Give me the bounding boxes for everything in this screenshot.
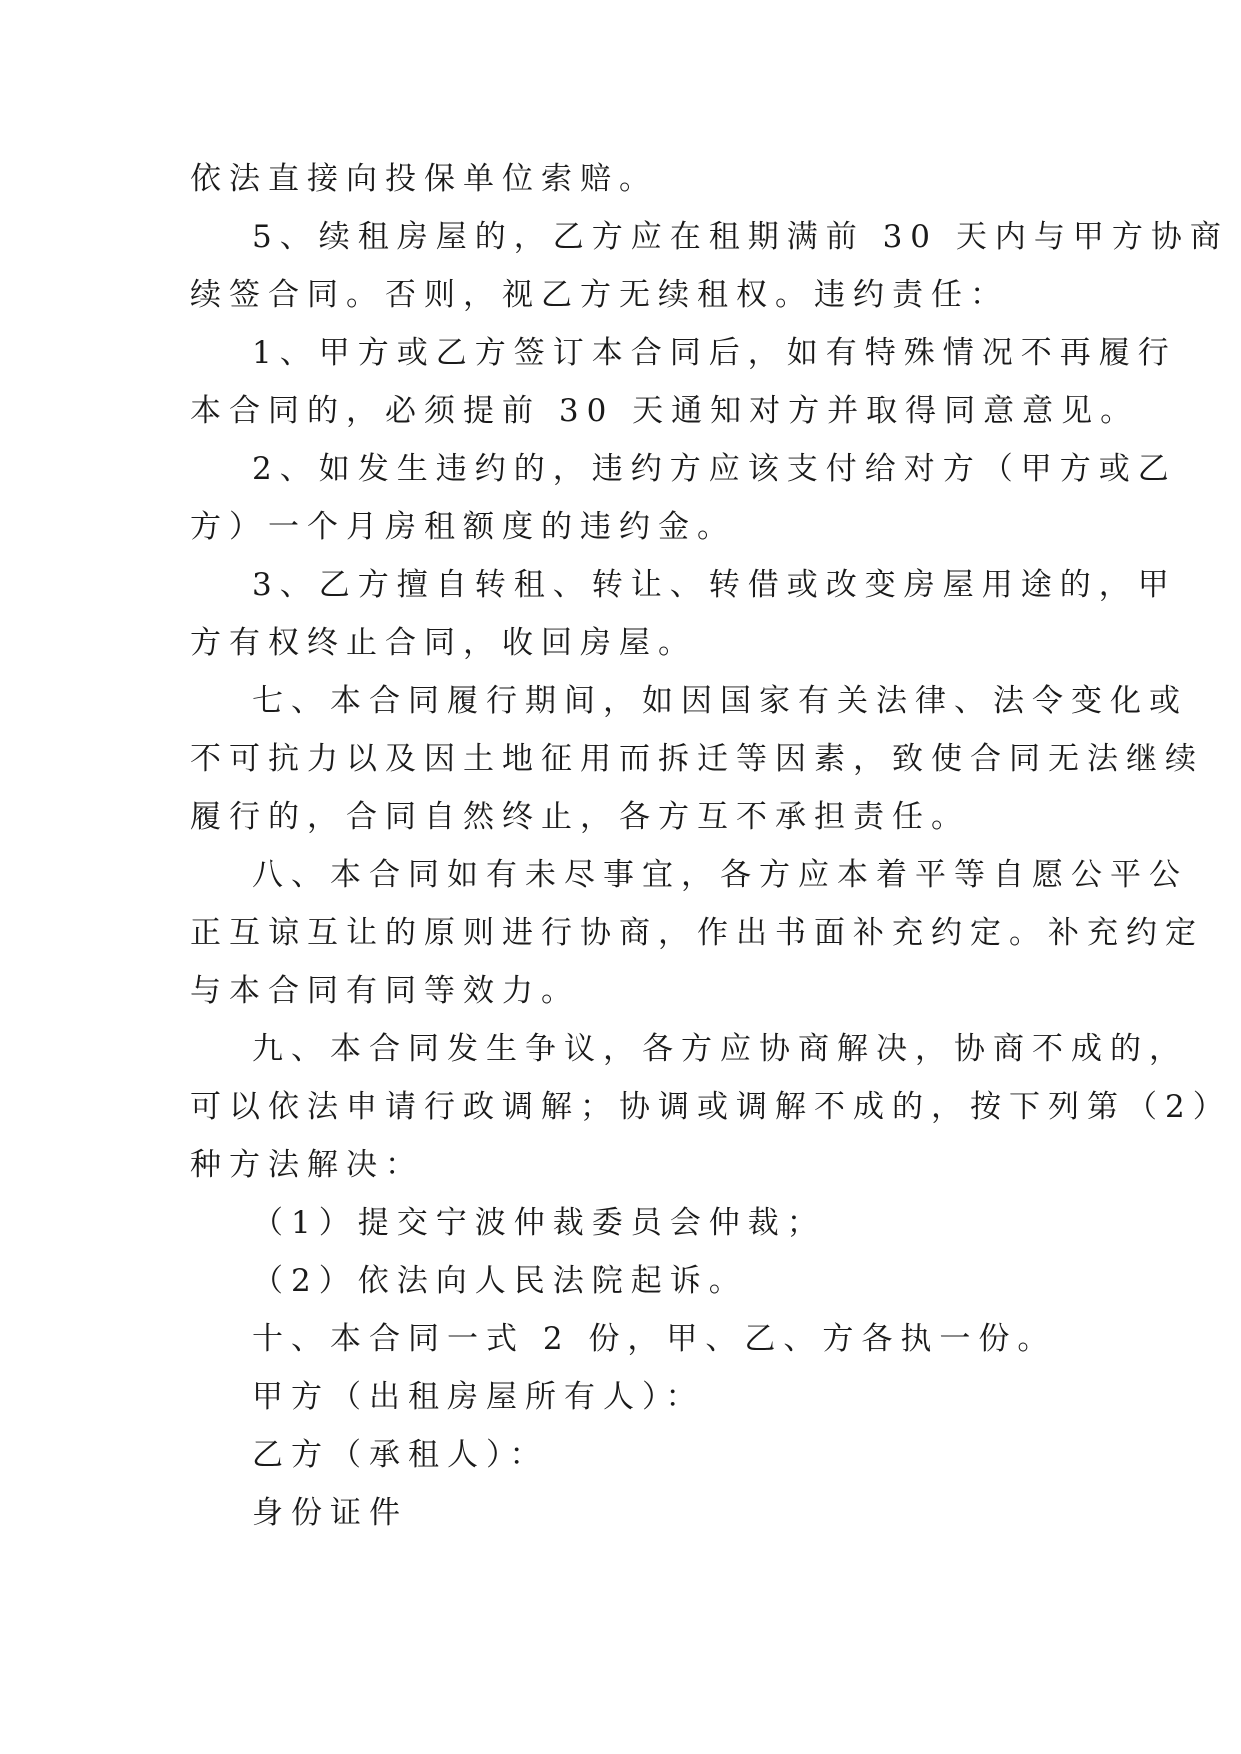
text-line: 履行的，合同自然终止，各方互不承担责任。 xyxy=(190,799,970,835)
text-line: 方）一个月房租额度的违约金。 xyxy=(190,509,736,545)
text-line: 七、本合同履行期间，如因国家有关法律、法令变化或 xyxy=(252,683,1188,719)
text-line: 八、本合同如有未尽事宜，各方应本着平等自愿公平公 xyxy=(252,857,1188,893)
text-line: 3、乙方擅自转租、转让、转借或改变房屋用途的，甲 xyxy=(252,567,1177,603)
signature-label-party-b: 乙方（承租人）： xyxy=(252,1437,549,1473)
text-line: 与本合同有同等效力。 xyxy=(190,973,580,1009)
text-line: 2、如发生违约的，违约方应该支付给对方（甲方或乙 xyxy=(252,451,1177,487)
text-line: 续签合同。否则，视乙方无续租权。违约责任： xyxy=(190,277,1009,313)
text-line: 依法直接向投保单位索赔。 xyxy=(190,161,658,197)
text-line: 1、甲方或乙方签订本合同后，如有特殊情况不再履行 xyxy=(252,335,1177,371)
text-line: （2）依法向人民法院起诉。 xyxy=(252,1263,748,1299)
text-line: （1）提交宁波仲裁委员会仲裁； xyxy=(252,1205,826,1241)
text-line: 本合同的，必须提前 30 天通知对方并取得同意意见。 xyxy=(190,393,1140,429)
signature-label-party-a: 甲方（出租房屋所有人）： xyxy=(252,1379,705,1415)
text-line: 十、本合同一式 2 份，甲、乙、方各执一份。 xyxy=(252,1321,1057,1357)
text-line: 5、续租房屋的，乙方应在租期满前 30 天内与甲方协商 xyxy=(252,219,1229,255)
contract-text xyxy=(190,150,1232,1542)
text-line: 方有权终止合同，收回房屋。 xyxy=(190,625,697,661)
text-line: 九、本合同发生争议，各方应协商解决，协商不成的， xyxy=(252,1031,1188,1067)
text-line: 种方法解决： xyxy=(190,1147,424,1183)
text-line: 可以依法申请行政调解；协调或调解不成的，按下列第（2） xyxy=(190,1089,1232,1125)
text-line: 不可抗力以及因土地征用而拆迁等因素，致使合同无法继续 xyxy=(190,741,1204,777)
text-line: 正互谅互让的原则进行协商，作出书面补充约定。补充约定 xyxy=(190,915,1204,951)
id-document-label: 身份证件 xyxy=(252,1495,408,1531)
